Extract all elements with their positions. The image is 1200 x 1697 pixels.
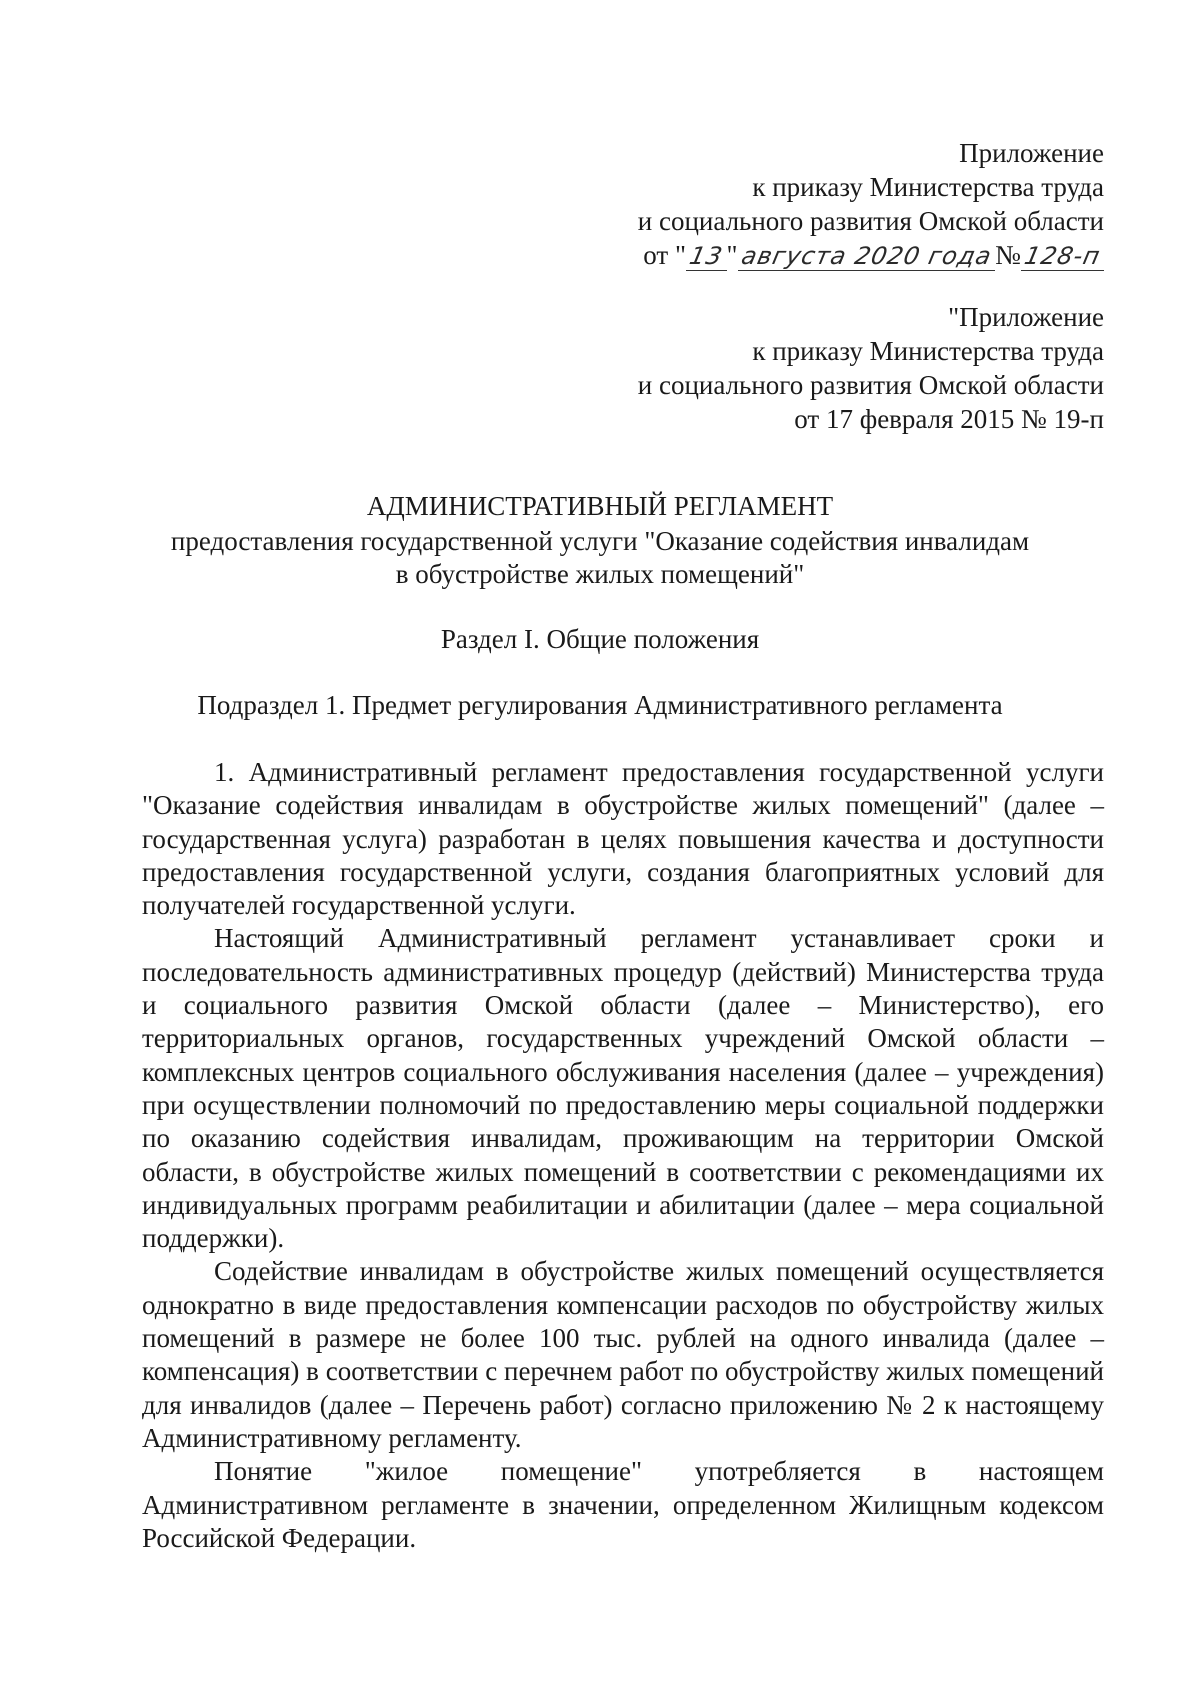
paragraph-4: Понятие "жилое помещение" употребляется в настоящем Административном регламенте в значении, определенном Жилищным кодексом Российской Федерации. [142,1456,1104,1553]
sign-number: 128-п [1021,242,1103,270]
appendix-signature-line [638,238,1104,272]
quoted-appendix-label: "Приложение [948,302,1104,332]
sign-date-field [738,241,995,271]
appendix-header [638,136,1104,272]
sign-number-field [1021,241,1104,271]
document-subtitle-line-1: предоставления государственной услуги "Оказание содействия инвалидам [170,526,1030,556]
appendix-label: Приложение [959,138,1104,168]
sign-day: 13 [687,242,726,270]
quoted-appendix-header [638,300,1104,436]
paragraph-1: 1. Административный регламент предоставления государственной услуги "Оказание содействия инвалидам в обустройстве жилых помещений" (далее – государственная услуга) разработан в целях повышения качества и доступности предоставления государственной услуги, создания благоприятных условий для получателей государственной услуги. [142,757,1104,921]
paragraph-2: Настоящий Административный регламент устанавливает сроки и последовательность административных процедур (действий) Министерства труда и социального развития Омской области (далее – Министерство), его территориальных органов, государственных учреждений Омской области – комплексных центров социального обслуживания населения (далее – учреждения) при осуществлении полномочий по предоставлению меры социальной поддержки по оказанию содействия инвалидам, проживающим на территории Омской области, в обустройстве жилых помещений в соответствии с рекомендациями их индивидуальных программ реабилитации и абилитации (далее – мера социальной поддержки). [142,923,1104,1254]
section-heading: Раздел I. Общие положения [440,624,760,654]
sign-number-label: № [995,240,1021,270]
sign-quote: " [726,240,738,270]
sign-day-field [686,241,727,271]
sign-prefix: от " [643,240,686,270]
paragraph-3: Содействие инвалидам в обустройстве жилых помещений осуществляется однократно в виде предоставления компенсации расходов по обустройству жилых помещений в размере не более 100 тыс. рублей на одного инвалида (далее – компенсация) в соответствии с перечнем работ по обустройству жилых помещений для инвалидов (далее – Перечень работ) согласно приложению № 2 к настоящему Административному регламенту. [142,1256,1104,1453]
body-text [142,756,1104,1555]
appendix-ministry: и социального развития Омской области [637,206,1104,236]
quoted-ministry: и социального развития Омской области [637,370,1104,400]
document-subtitle-line-2: в обустройстве жилых помещений" [395,559,805,589]
document-title: АДМИНИСТРАТИВНЫЙ РЕГЛАМЕНТ [366,491,834,521]
sign-month-year: августа 2020 года [738,242,995,270]
subsection-heading: Подраздел 1. Предмет регулирования Административного регламента [197,690,1003,720]
quoted-order-ref: к приказу Министерства труда [752,336,1104,366]
quoted-order-date: от 17 февраля 2015 № 19-п [794,404,1104,434]
appendix-order-ref: к приказу Министерства труда [752,172,1104,202]
